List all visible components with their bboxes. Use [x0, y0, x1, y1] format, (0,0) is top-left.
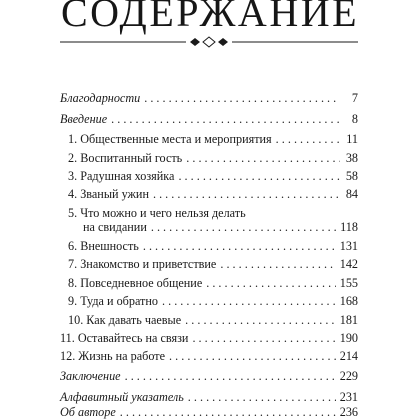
dot-leader	[220, 257, 335, 271]
toc-entry-chapter-1[interactable]	[60, 132, 358, 146]
toc-entry-label: Благодарности	[60, 91, 141, 105]
dot-leader	[178, 169, 340, 183]
toc-entry-label: Алфавитный указатель	[60, 390, 184, 404]
toc-entry-about-author[interactable]	[60, 405, 358, 419]
toc-entry-label: 4. Званый ужин	[68, 187, 149, 201]
toc-entry-index[interactable]	[60, 390, 358, 404]
dot-leader	[169, 349, 336, 363]
toc-entry-label: Введение	[60, 112, 108, 126]
toc-entry-chapter-10[interactable]	[60, 313, 358, 327]
toc-page-number: 181	[339, 313, 358, 327]
toc-page-number: 142	[339, 257, 358, 271]
toc-page-number: 229	[339, 369, 358, 383]
toc-page-number: 118	[340, 220, 358, 234]
toc-entry-label: 2. Воспитанный гость	[68, 151, 183, 165]
toc-page-number: 8	[351, 112, 358, 126]
toc-entry-label: 10. Как давать чаевые	[68, 313, 182, 327]
dot-leader	[186, 151, 340, 165]
dot-leader	[153, 187, 340, 201]
toc-page-number: 190	[339, 331, 358, 345]
toc-entry-label: 11. Оставайтесь на связи	[60, 331, 189, 345]
dot-leader	[144, 91, 340, 105]
dot-leader	[188, 390, 336, 404]
toc-entry-label: Заключение	[60, 369, 121, 383]
toc-entry-label: 1. Общественные места и мероприятия	[68, 132, 272, 146]
dot-leader	[111, 112, 340, 126]
toc-entry-label: Об авторе	[60, 405, 116, 419]
toc-entry-chapter-7[interactable]	[60, 257, 358, 271]
toc-entry-chapter-6[interactable]	[60, 239, 358, 253]
toc-page-number: 38	[345, 151, 358, 165]
toc-page-number: 236	[339, 405, 358, 419]
toc-entry-label: 7. Знакомство и приветствие	[68, 257, 217, 271]
toc-entry-chapter-2[interactable]	[60, 151, 358, 165]
dot-leader	[143, 239, 336, 253]
dot-leader	[162, 294, 336, 308]
dot-leader	[151, 220, 336, 234]
dot-leader	[206, 276, 335, 290]
table-of-contents	[60, 0, 358, 420]
toc-page-number: 231	[339, 390, 358, 404]
dot-leader	[276, 132, 340, 146]
toc-entry-label: 6. Внешность	[68, 239, 139, 253]
toc-page-number: 214	[339, 349, 358, 363]
toc-entry-label: 12. Жизнь на работе	[60, 349, 166, 363]
toc-page-number: 168	[339, 294, 358, 308]
toc-page-number: 11	[346, 132, 358, 146]
toc-entry-label: на свидании	[83, 220, 147, 234]
toc-entry-label: 9. Туда и обратно	[68, 294, 159, 308]
toc-entry-conclusion[interactable]	[60, 369, 358, 383]
toc-entry-chapter-9[interactable]	[60, 294, 358, 308]
toc-page-number: 131	[339, 239, 358, 253]
dot-leader	[125, 369, 336, 383]
toc-page-number: 58	[345, 169, 358, 183]
toc-entry-chapter-4[interactable]	[60, 187, 358, 201]
toc-page-number: 84	[345, 187, 358, 201]
toc-page-number: 155	[339, 276, 358, 290]
toc-entry-label: 3. Радушная хозяйка	[68, 169, 175, 183]
page-title: СОДЕРЖАНИЕ	[60, 0, 360, 35]
toc-entry-chapter-8[interactable]	[60, 276, 358, 290]
toc-entry-chapter-11[interactable]	[60, 331, 358, 345]
toc-page-number: 7	[351, 91, 358, 105]
toc-entry-chapter-12[interactable]	[60, 349, 358, 363]
toc-entry-label: 8. Повседневное общение	[68, 276, 203, 290]
toc-entry-introduction[interactable]	[60, 112, 358, 126]
toc-entry-acknowledgements[interactable]	[60, 91, 358, 105]
dot-leader	[185, 313, 336, 327]
toc-entry-chapter-5[interactable]	[60, 206, 358, 220]
dot-leader	[192, 331, 335, 345]
toc-entry-label: 5. Что можно и чего нельзя делать	[68, 206, 246, 220]
dot-leader	[120, 405, 336, 419]
toc-entry-chapter-3[interactable]	[60, 169, 358, 183]
toc-entry-chapter-5-continued[interactable]	[60, 220, 358, 234]
